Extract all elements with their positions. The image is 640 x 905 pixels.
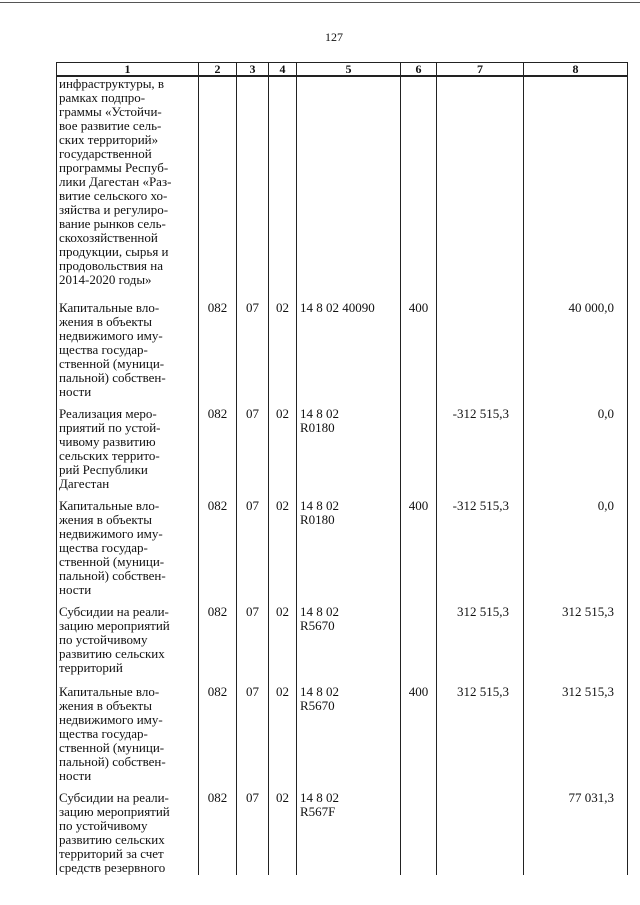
col-header-7: 7 — [437, 63, 524, 77]
cell-code-2: 082 — [199, 491, 237, 597]
col-header-4: 4 — [269, 63, 297, 77]
cell-code-3 — [237, 76, 269, 293]
cell-amount-8 — [524, 76, 628, 293]
cell-code-5: 14 8 02 R5670 — [297, 677, 401, 783]
row-name: Капитальные вло- жения в объекты недвижимого иму- щества государ- ственной (муници- пальной) собствен- ности — [57, 491, 199, 597]
cell-code-4: 02 — [269, 597, 297, 677]
row-name: инфраструктуры, в рамках подпро- граммы «Устойчи- вое развитие сель- ских территорий» государственной программы Респуб- лики Дагестан «Раз- витие сельского хо- зяйства и регулиро- вание рынков сель- скохозяйственной продукции, сырья и продовольствия на 2014-2020 годы» — [57, 76, 199, 293]
cell-code-5: 14 8 02 40090 — [297, 293, 401, 399]
table-row — [57, 293, 628, 399]
table-row — [57, 76, 628, 293]
col-header-3: 3 — [237, 63, 269, 77]
cell-amount-8: 40 000,0 — [524, 293, 628, 399]
cell-code-4: 02 — [269, 293, 297, 399]
cell-code-4 — [269, 76, 297, 293]
cell-code-2 — [199, 76, 237, 293]
top-border-line — [0, 2, 640, 3]
cell-amount-7: -312 515,3 — [437, 399, 524, 491]
row-name: Субсидии на реали- зацию мероприятий по устойчивому развитию сельских территорий — [57, 597, 199, 677]
cell-amount-7 — [437, 293, 524, 399]
cell-amount-8: 77 031,3 — [524, 783, 628, 875]
cell-amount-7: 312 515,3 — [437, 597, 524, 677]
cell-amount-7 — [437, 76, 524, 293]
cell-code-3: 07 — [237, 783, 269, 875]
row-name: Реализация меро- приятий по устой- чивому развитию сельских террито- рий Республики Дагестан — [57, 399, 199, 491]
table-row — [57, 597, 628, 677]
cell-code-5 — [297, 76, 401, 293]
table-row — [57, 783, 628, 875]
col-header-6: 6 — [401, 63, 437, 77]
cell-code-4: 02 — [269, 677, 297, 783]
cell-code-5: 14 8 02 R0180 — [297, 491, 401, 597]
cell-code-6: 400 — [401, 491, 437, 597]
col-header-8: 8 — [524, 63, 628, 77]
cell-code-5: 14 8 02 R567F — [297, 783, 401, 875]
cell-code-3: 07 — [237, 677, 269, 783]
cell-amount-8: 312 515,3 — [524, 677, 628, 783]
cell-code-4: 02 — [269, 783, 297, 875]
cell-code-3: 07 — [237, 491, 269, 597]
cell-code-6 — [401, 76, 437, 293]
cell-code-6 — [401, 399, 437, 491]
col-header-1: 1 — [57, 63, 199, 77]
cell-code-2: 082 — [199, 597, 237, 677]
cell-code-3: 07 — [237, 399, 269, 491]
cell-code-4: 02 — [269, 399, 297, 491]
page-number: 127 — [325, 30, 343, 44]
cell-code-6 — [401, 783, 437, 875]
cell-code-6: 400 — [401, 293, 437, 399]
row-name: Капитальные вло- жения в объекты недвижимого иму- щества государ- ственной (муници- пальной) собствен- ности — [57, 677, 199, 783]
cell-amount-7: 312 515,3 — [437, 677, 524, 783]
row-name: Капитальные вло- жения в объекты недвижимого иму- щества государ- ственной (муници- пальной) собствен- ности — [57, 293, 199, 399]
col-header-5: 5 — [297, 63, 401, 77]
budget-table — [56, 62, 628, 875]
row-name: Субсидии на реали- зацию мероприятий по устойчивому развитию сельских территорий за счет средств резервного — [57, 783, 199, 875]
table-row — [57, 491, 628, 597]
cell-code-6 — [401, 597, 437, 677]
cell-amount-7: -312 515,3 — [437, 491, 524, 597]
col-header-2: 2 — [199, 63, 237, 77]
cell-code-4: 02 — [269, 491, 297, 597]
cell-amount-8: 0,0 — [524, 399, 628, 491]
cell-amount-8: 0,0 — [524, 491, 628, 597]
cell-code-3: 07 — [237, 597, 269, 677]
cell-code-2: 082 — [199, 783, 237, 875]
header-row — [57, 63, 628, 77]
cell-code-2: 082 — [199, 293, 237, 399]
cell-amount-8: 312 515,3 — [524, 597, 628, 677]
table-row — [57, 399, 628, 491]
cell-code-5: 14 8 02 R5670 — [297, 597, 401, 677]
cell-amount-7 — [437, 783, 524, 875]
cell-code-3: 07 — [237, 293, 269, 399]
cell-code-6: 400 — [401, 677, 437, 783]
cell-code-5: 14 8 02 R0180 — [297, 399, 401, 491]
table-row — [57, 677, 628, 783]
cell-code-2: 082 — [199, 677, 237, 783]
cell-code-2: 082 — [199, 399, 237, 491]
